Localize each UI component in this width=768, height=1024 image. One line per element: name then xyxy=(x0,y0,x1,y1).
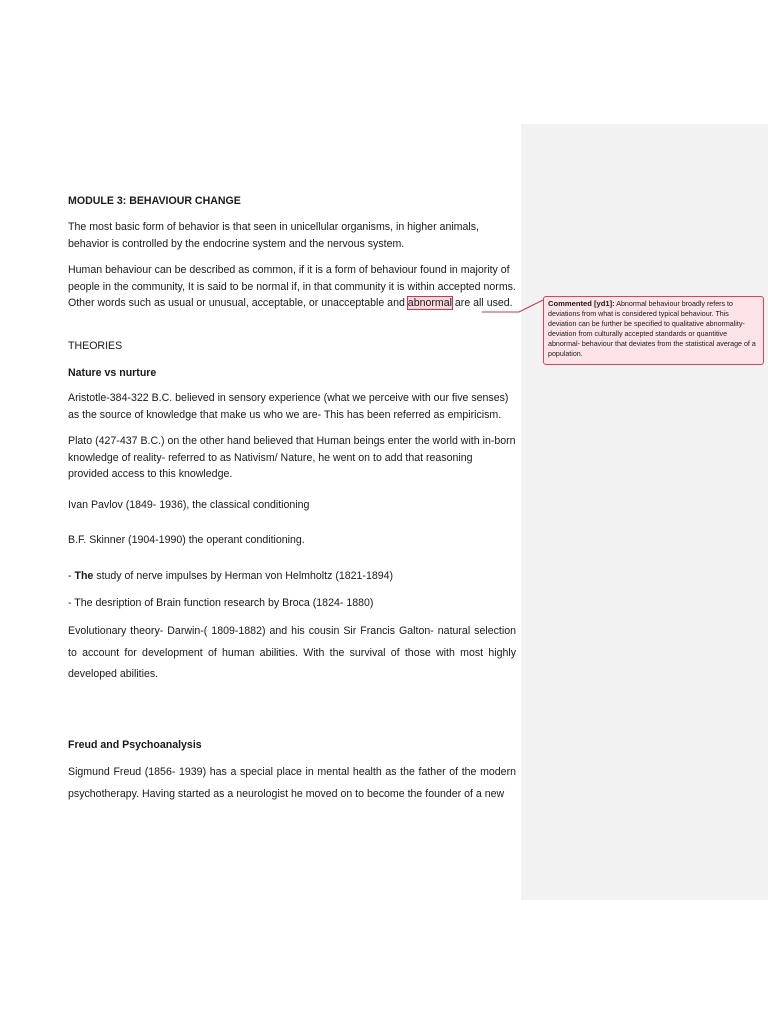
nature-nurture-heading: Nature vs nurture xyxy=(68,367,157,379)
paragraph-evolution: Evolutionary theory- Darwin-( 1809-1882) and his cousin Sir Francis Galton- natural selection to account for development of human abilities. With the survival of those with most highly developed abilities. xyxy=(68,625,516,680)
paragraph-skinner: B.F. Skinner (1904-1990) the operant conditioning. xyxy=(68,534,305,546)
paragraph-basic-behavior: The most basic form of behavior is that seen in unicellular organisms, in higher animals, behavior is controlled by the endocrine system and the nervous system. xyxy=(68,221,479,250)
paragraph-plato: Plato (427-437 B.C.) on the other hand believed that Human beings enter the world with in-born knowledge of reality- referred to as Nativism/ Nature, he went on to add that reasoning provided access to this knowledge. xyxy=(68,435,516,481)
paragraph-helmholtz xyxy=(68,568,516,585)
helmholtz-rest: study of nerve impulses by Herman von Helmholtz (1821-1894) xyxy=(93,570,394,582)
paragraph-broca: - The desription of Brain function research by Broca (1824- 1880) xyxy=(68,597,374,609)
paragraph-aristotle: Aristotle-384-322 B.C. believed in sensory experience (what we perceive with our five senses) as the source of knowledge that make us who we are- This has been referred as empiricism. xyxy=(68,392,509,421)
theories-heading: THEORIES xyxy=(68,340,123,352)
freud-heading: Freud and Psychoanalysis xyxy=(68,739,202,751)
comment-text: Abnormal behaviour broadly refers to deviations from what is considered typical behaviour. This deviation can be further be specified to qualitative abnormality- deviation from culturally accepted standards or quantitive abnormal- behaviour that deviates from the statistical average of a population. xyxy=(548,300,756,358)
helmholtz-prefix: - xyxy=(68,570,75,582)
helmholtz-bold: The xyxy=(74,570,94,582)
paragraph-human-behaviour xyxy=(68,262,516,312)
module-heading: MODULE 3: BEHAVIOUR CHANGE xyxy=(68,195,241,207)
para2-text-after: are all used. xyxy=(451,297,513,310)
commented-word-abnormal[interactable]: abnormal xyxy=(407,297,452,310)
comment-author: Commented [yd1]: xyxy=(548,299,615,308)
paragraph-pavlov: Ivan Pavlov (1849- 1936), the classical conditioning xyxy=(68,499,310,511)
paragraph-freud: Sigmund Freud (1856- 1939) has a special place in mental health as the father of the modern psychotherapy. Having started as a neurologist he moved on to become the founder of a new xyxy=(68,766,516,800)
markup-pane xyxy=(521,124,768,900)
para2-text-before: Human behaviour can be described as common, if it is a form of behaviour found in majority of people in the community, It is said to be normal if, in that community it is within accepted norms. Other words such as usual or unusual, acceptable, or unacceptable and xyxy=(68,264,516,310)
comment-balloon[interactable] xyxy=(543,296,764,365)
